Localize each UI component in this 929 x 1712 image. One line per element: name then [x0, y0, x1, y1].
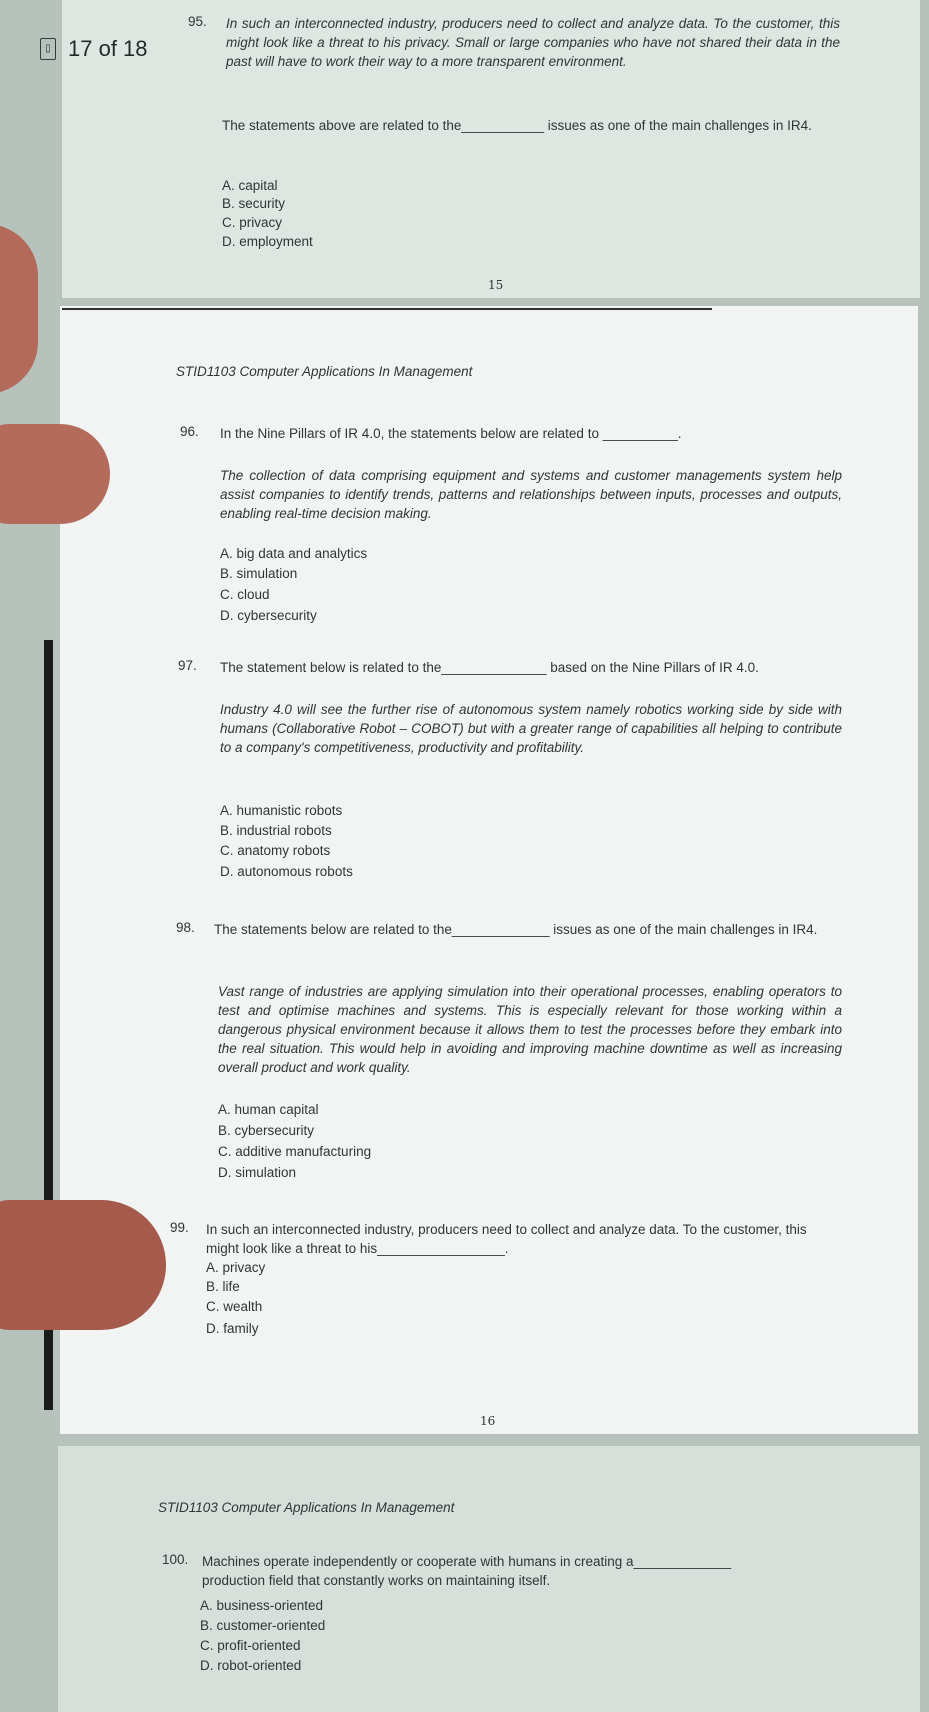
finger-middle	[0, 424, 110, 524]
q95-prompt: The statements above are related to the___________ issues as one of the main challenges in IR4.	[222, 118, 812, 133]
page-number-16: 16	[480, 1414, 496, 1428]
q100-option-c[interactable]: C. profit-oriented	[200, 1638, 301, 1653]
finger-bottom	[0, 1200, 166, 1330]
q99-prompt: In such an interconnected industry, producers need to collect and analyze data. To the customer, this might look like a threat to his_________________.	[206, 1222, 807, 1256]
q96-option-b[interactable]: B. simulation	[220, 566, 298, 581]
q100-option-a[interactable]: A. business-oriented	[200, 1598, 324, 1613]
q98-option-a[interactable]: A. human capital	[218, 1102, 319, 1117]
q95-stem: In such an interconnected industry, producers need to collect and analyze data. To the customer, this might look like a threat to his privacy. Small or large companies who have not shared their data in the past will have to work their way to a more transparent environment.	[226, 16, 840, 69]
finger-top	[0, 224, 38, 394]
q97-option-c[interactable]: C. anatomy robots	[220, 843, 331, 858]
page-number-15: 15	[488, 278, 504, 292]
q95-option-b[interactable]: B. security	[222, 196, 286, 211]
q97-option-d[interactable]: D. autonomous robots	[220, 864, 353, 879]
q100-option-b[interactable]: B. customer-oriented	[200, 1618, 326, 1633]
page-divider	[62, 308, 712, 310]
q95-option-d[interactable]: D. employment	[222, 234, 313, 249]
q96-option-a[interactable]: A. big data and analytics	[220, 546, 368, 561]
page-icon: ▯	[40, 38, 56, 60]
q99-number: 99.	[170, 1220, 189, 1235]
q96-number: 96.	[180, 424, 199, 439]
q100-number: 100.	[162, 1552, 189, 1567]
q100-prompt: Machines operate independently or cooperate with humans in creating a_____________ production field that constantly works on maintaining itself.	[202, 1554, 732, 1588]
q99-option-d[interactable]: D. family	[206, 1321, 259, 1336]
page-indicator: 17 of 18	[68, 36, 148, 61]
q95-option-c[interactable]: C. privacy	[222, 215, 283, 230]
q97-option-a[interactable]: A. humanistic robots	[220, 803, 343, 818]
q98-stem: Vast range of industries are applying simulation into their operational processes, enabling operators to test and optimise machines and systems. This is especially relevant for those working within a dangerous physical environment because it allows them to test the processes before they embark into the real situation. This would help in avoiding and improving machine downtime as well as increasing overall product and work quality.	[218, 984, 842, 1075]
q98-number: 98.	[176, 920, 195, 935]
q97-number: 97.	[178, 658, 197, 673]
q98-option-d[interactable]: D. simulation	[218, 1165, 297, 1180]
q99-option-c[interactable]: C. wealth	[206, 1299, 263, 1314]
q97-prompt: The statement below is related to the______________ based on the Nine Pillars of IR 4.0.	[220, 660, 759, 675]
q100-option-d[interactable]: D. robot-oriented	[200, 1658, 302, 1673]
q96-option-d[interactable]: D. cybersecurity	[220, 608, 317, 623]
q99-option-a[interactable]: A. privacy	[206, 1260, 266, 1275]
q96-option-c[interactable]: C. cloud	[220, 587, 270, 602]
q95-number: 95.	[188, 14, 207, 29]
q96-prompt: In the Nine Pillars of IR 4.0, the statements below are related to __________.	[220, 426, 682, 441]
q98-option-c[interactable]: C. additive manufacturing	[218, 1144, 372, 1159]
page-header-17: STID1103 Computer Applications In Management	[158, 1500, 455, 1515]
q98-option-b[interactable]: B. cybersecurity	[218, 1123, 315, 1138]
q97-stem: Industry 4.0 will see the further rise of autonomous system namely robotics working side by side with humans (Collaborative Robot – COBOT) but with a greater range of capabilities all helping to contribute to a company's competitiveness, productivity and profitability.	[220, 702, 842, 755]
page-header-16: STID1103 Computer Applications In Management	[176, 364, 473, 379]
page-counter[interactable]	[40, 36, 148, 62]
q96-stem: The collection of data comprising equipment and systems and customer managements system help assist companies to identify trends, patterns and relationships between inputs, processes and outputs, enabling real-time decision making.	[220, 468, 842, 521]
q99-option-b[interactable]: B. life	[206, 1279, 240, 1294]
q95-option-a[interactable]: A. capital	[222, 178, 278, 193]
q98-prompt: The statements below are related to the_____________ issues as one of the main challenges in IR4.	[214, 922, 818, 937]
q97-option-b[interactable]: B. industrial robots	[220, 823, 332, 838]
